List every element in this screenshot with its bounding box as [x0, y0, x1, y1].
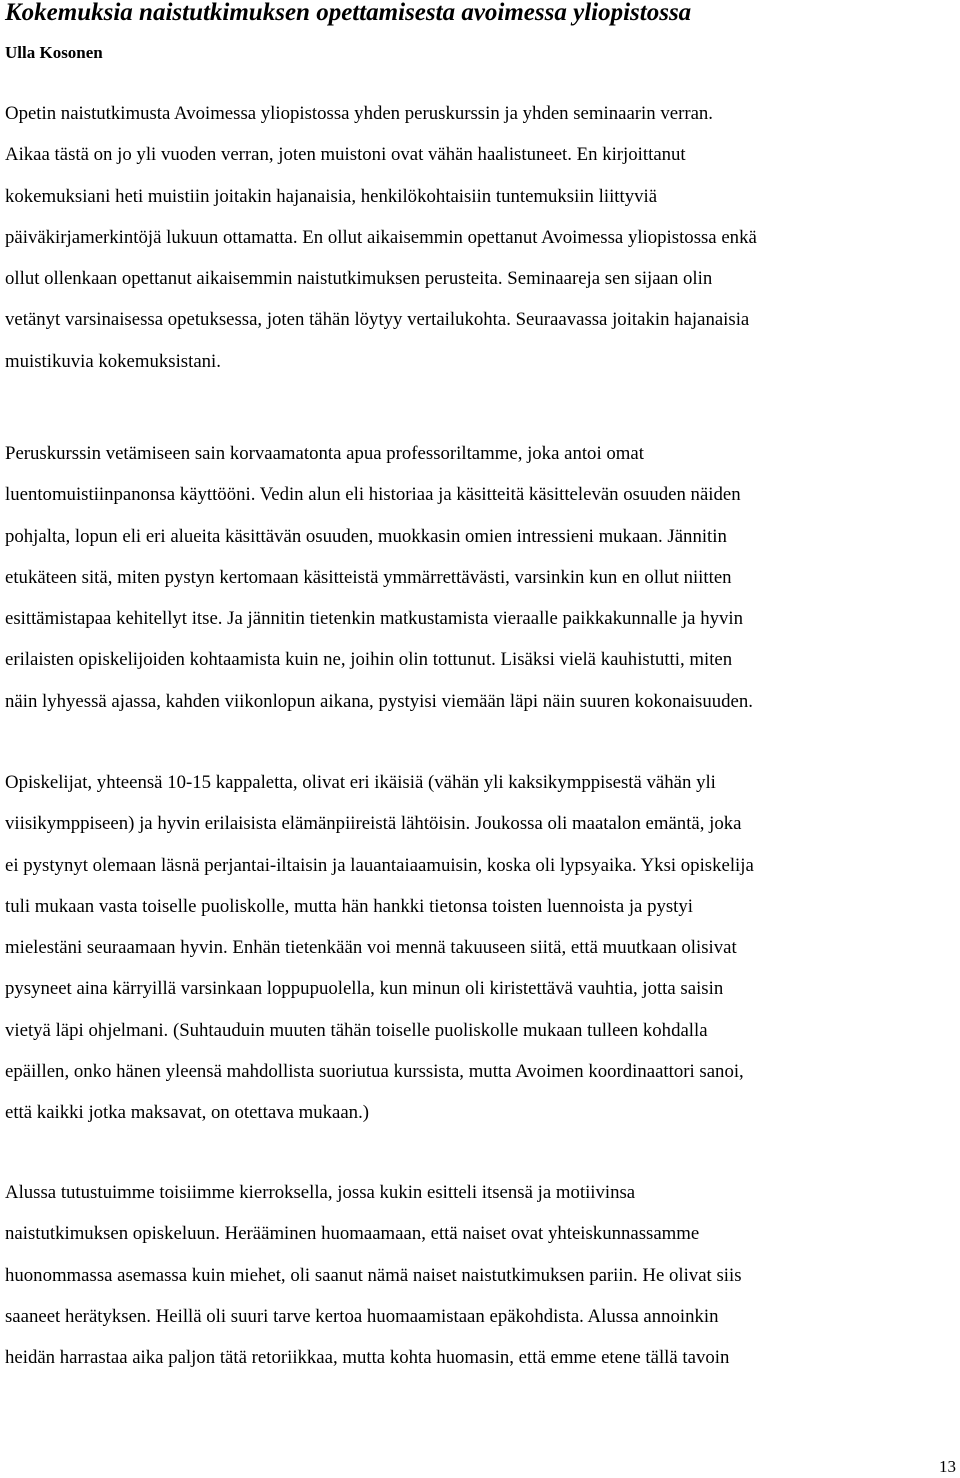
text-line: vetänyt varsinaisessa opetuksessa, joten tähän löytyy vertailukohta. Seuraavassa joitakin hajanaisia — [5, 309, 750, 331]
text-line: huonommassa asemassa kuin miehet, oli saanut nämä naiset naistutkimuksen pariin. He olivat siis — [5, 1264, 742, 1286]
text-line: esittämistapaa kehitellyt itse. Ja jännitin tietenkin matkustamista vieraalle paikkakunnalle ja hyvin — [5, 608, 743, 630]
paragraph-2 — [5, 433, 955, 722]
text-line: Alussa tutustuimme toisiimme kierroksella, jossa kukin esitteli itsensä ja motiivinsa — [5, 1182, 636, 1203]
text-line: pohjalta, lopun eli eri alueita käsittävän osuuden, muokkasin omien intressieni mukaan. Jännitin — [5, 525, 727, 547]
text-line: saaneet herätyksen. Heillä oli suuri tarve kertoa huomaamistaan epäkohdista. Alussa annoinkin — [5, 1305, 719, 1327]
text-line: Opiskelijat, yhteensä 10-15 kappaletta, olivat eri ikäisiä (vähän yli kaksikymppisestä vähän yli — [5, 772, 716, 793]
text-line: heidän harrastaa aika paljon tätä retoriikkaa, mutta kohta huomasin, että emme etene tällä tavoin — [5, 1347, 730, 1369]
text-line: tuli mukaan vasta toiselle puoliskolle, mutta hän hankki tietonsa toisten luennoista ja pystyi — [5, 895, 694, 917]
text-line: ollut ollenkaan opettanut aikaisemmin naistutkimuksen perusteita. Seminaareja sen sijaan olin — [5, 268, 713, 290]
paragraph-1 — [5, 93, 955, 382]
text-line: että kaikki jotka maksavat, on otettava mukaan.) — [5, 1102, 370, 1124]
text-line: viisikymppiseen) ja hyvin erilaisista elämänpiireistä lähtöisin. Joukossa oli maatalon emäntä, joka — [5, 813, 742, 835]
author-name: Ulla Kosonen — [5, 43, 103, 62]
text-line: Opetin naistutkimusta Avoimessa yliopistossa yhden peruskurssin ja yhden seminaarin verran. — [5, 103, 714, 124]
text-line: luentomuistiinpanonsa käyttööni. Vedin alun eli historiaa ja käsitteitä käsittelevän osuuden näiden — [5, 484, 741, 506]
text-line: vietyä läpi ohjelmani. (Suhtauduin muuten tähän toiselle puoliskolle mukaan tulleen kohdalla — [5, 1019, 708, 1041]
text-line: muistikuvia kokemuksistani. — [5, 350, 221, 372]
text-line: pysyneet aina kärryillä varsinkaan loppupuolella, kun minun oli kiristettävä vauhtia, jotta saisin — [5, 978, 724, 1000]
page-number: 13 — [939, 1457, 956, 1476]
paragraph-4 — [5, 1172, 955, 1378]
paragraph-3 — [5, 762, 955, 1134]
text-line: erilaisten opiskelijoiden kohtaamista kuin ne, joihin olin tottunut. Lisäksi vielä kauhistutti, miten — [5, 649, 733, 671]
text-line: naistutkimuksen opiskeluun. Herääminen huomaamaan, että naiset ovat yhteiskunnassamme — [5, 1223, 700, 1245]
text-line: kokemuksiani heti muistiin joitakin hajanaisia, henkilökohtaisiin tuntemuksiin liittyviä — [5, 185, 658, 207]
text-line: etukäteen sitä, miten pystyn kertomaan käsitteistä ymmärrettävästi, varsinkin kun en ollut niitten — [5, 566, 732, 588]
text-line: näin lyhyessä ajassa, kahden viikonlopun aikana, pystyisi viemään läpi näin suuren kokonaisuuden. — [5, 690, 753, 712]
text-line: Aikaa tästä on jo yli vuoden verran, joten muistoni ovat vähän haalistuneet. En kirjoittanut — [5, 144, 686, 166]
text-line: Peruskurssin vetämiseen sain korvaamatonta apua professoriltamme, joka antoi omat — [5, 443, 644, 464]
text-line: päiväkirjamerkintöjä lukuun ottamatta. En ollut aikaisemmin opettanut Avoimessa yliopistossa enkä — [5, 226, 757, 248]
document-title: Kokemuksia naistutkimuksen opettamisesta avoimessa yliopistossa — [5, 0, 692, 26]
text-line: epäillen, onko hänen yleensä mahdollista suoriutua kurssista, mutta Avoimen koordinaattori sanoi, — [5, 1061, 744, 1083]
text-line: mielestäni seuraamaan hyvin. Enhän tietenkään voi mennä takuuseen siitä, että muutkaan olisivat — [5, 937, 737, 959]
text-line: ei pystynyt olemaan läsnä perjantai-iltaisin ja lauantaiaamuisin, koska oli lypsyaika. Yksi opiskelija — [5, 854, 754, 876]
